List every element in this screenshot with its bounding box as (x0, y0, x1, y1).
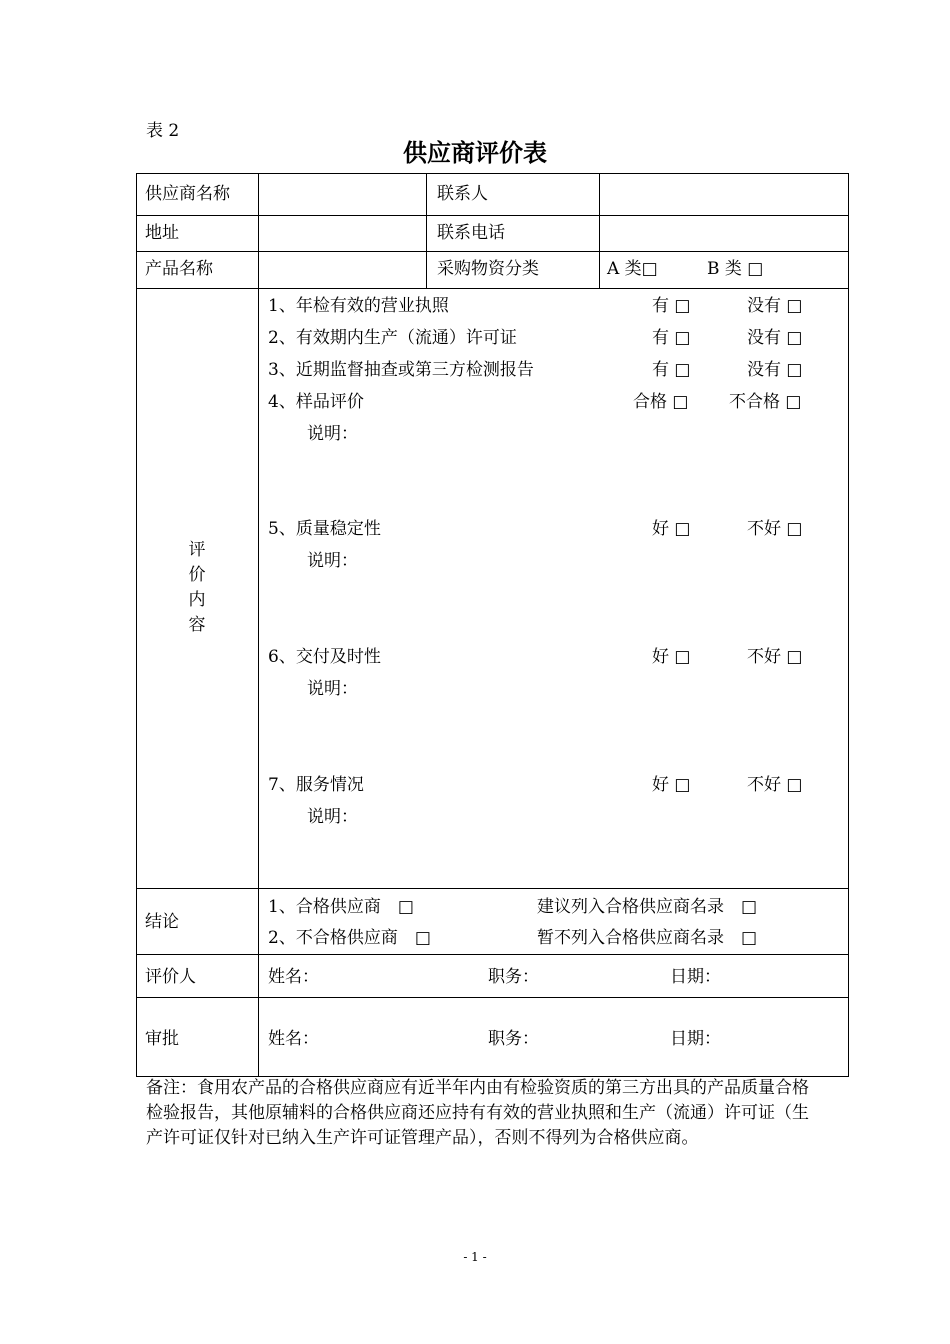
eval-item-text: 5、质量稳定性 (268, 519, 381, 539)
table-border (848, 173, 849, 1077)
explain-label: 说明： (307, 551, 358, 571)
table-border (426, 173, 427, 289)
evaluation-content-label (185, 538, 209, 638)
table-border (136, 954, 849, 955)
eval-item-option-bad[interactable]: 不好 □ (747, 519, 803, 539)
table-border (136, 888, 849, 889)
table-border (136, 215, 849, 216)
category-label: 采购物资分类 (437, 259, 539, 279)
evaluator-position-label: 职务： (488, 967, 539, 987)
table-border (136, 173, 137, 1077)
phone-label: 联系电话 (437, 223, 505, 243)
product-name-label: 产品名称 (145, 259, 213, 279)
not-list-checkbox[interactable]: 暂不列入合格供应商名录 □ (537, 928, 758, 948)
unqualified-supplier-checkbox[interactable]: 2、不合格供应商 □ (268, 928, 431, 948)
eval-item-option-good[interactable]: 好 □ (652, 519, 691, 539)
eval-item-option-good[interactable]: 好 □ (652, 647, 691, 667)
eval-label-char: 内 (188, 590, 206, 610)
eval-item-text: 6、交付及时性 (268, 647, 381, 667)
eval-item-text: 4、样品评价 (268, 392, 364, 412)
contact-label: 联系人 (437, 184, 488, 204)
eval-item-option-no[interactable]: 没有 □ (747, 360, 803, 380)
evaluator-date-label: 日期： (670, 967, 721, 987)
eval-item-option-bad[interactable]: 不好 □ (747, 775, 803, 795)
evaluator-label: 评价人 (145, 967, 196, 987)
recommend-list-checkbox[interactable]: 建议列入合格供应商名录 □ (537, 897, 758, 917)
approver-name-label: 姓名： (268, 1029, 319, 1049)
class-b-checkbox[interactable]: B 类 □ (707, 259, 764, 279)
remarks-note: 备注：食用农产品的合格供应商应有近半年内由有检验资质的第三方出具的产品质量合格检验报告，其他原辅料的合格供应商还应持有有效的营业执照和生产（流通）许可证（生产许可证仅针对已纳入生产许可证管理产品），否则不得列为合格供应商。 (146, 1078, 809, 1148)
eval-label-char: 评 (188, 540, 206, 560)
table-border (136, 173, 849, 174)
class-a-checkbox[interactable]: A 类□ (607, 259, 658, 279)
evaluator-name-label: 姓名： (268, 967, 319, 987)
eval-item-option-yes[interactable]: 有 □ (652, 328, 691, 348)
table-label: 表 2 (146, 121, 180, 141)
table-border (136, 997, 849, 998)
table-border (258, 173, 259, 1077)
eval-item-option-bad[interactable]: 不好 □ (747, 647, 803, 667)
eval-item-text: 2、有效期内生产（流通）许可证 (268, 328, 517, 348)
approval-label: 审批 (145, 1029, 179, 1049)
explain-label: 说明： (307, 807, 358, 827)
eval-item-option-good[interactable]: 好 □ (652, 775, 691, 795)
eval-item-option-yes[interactable]: 有 □ (652, 296, 691, 316)
supplier-name-label: 供应商名称 (145, 184, 230, 204)
eval-item-text: 3、近期监督抽查或第三方检测报告 (268, 360, 534, 380)
explain-label: 说明： (307, 424, 358, 444)
approver-date-label: 日期： (670, 1029, 721, 1049)
explain-label: 说明： (307, 679, 358, 699)
address-label: 地址 (145, 223, 179, 243)
document-title: 供应商评价表 (403, 139, 547, 167)
eval-item-option-no[interactable]: 没有 □ (747, 296, 803, 316)
eval-label-char: 价 (188, 565, 206, 585)
eval-item-option-no[interactable]: 没有 □ (747, 328, 803, 348)
eval-item-text: 1、年检有效的营业执照 (268, 296, 449, 316)
table-border (136, 251, 849, 252)
page-number: - 1 - (463, 1250, 487, 1264)
approver-position-label: 职务： (488, 1029, 539, 1049)
eval-item-option-pass[interactable]: 合格 □ (633, 392, 689, 412)
eval-item-option-yes[interactable]: 有 □ (652, 360, 691, 380)
eval-item-option-fail[interactable]: 不合格 □ (729, 392, 802, 412)
table-border (136, 288, 849, 289)
eval-label-char: 容 (188, 615, 206, 635)
eval-item-text: 7、服务情况 (268, 775, 364, 795)
conclusion-label: 结论 (145, 912, 179, 932)
table-border (599, 173, 600, 289)
qualified-supplier-checkbox[interactable]: 1、合格供应商 □ (268, 897, 414, 917)
